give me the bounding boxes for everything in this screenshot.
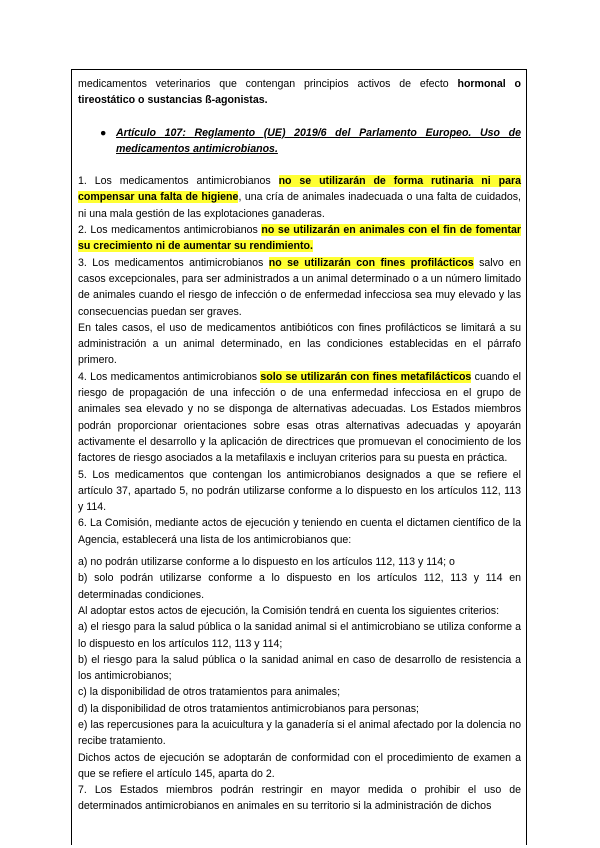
criterion-b: b) el riesgo para la salud pública o la sanidad animal en caso de desarrollo de resistencia a los antimicrobianos;	[78, 653, 521, 683]
document-body	[72, 70, 526, 815]
document-frame	[71, 69, 527, 845]
intro-bold-text: hormonal o tireostático o sustancias ß-agonistas.	[78, 78, 521, 107]
closing-paragraph: Dichos actos de ejecución se adoptarán de conformidad con el procedimiento de examen a que se refiere el artículo 145, aparta do 2.	[78, 751, 521, 780]
article-heading-text: Artículo 107: Reglamento (UE) 2019/6 del Parlamento Europeo. Uso de medicamentos antimicrobianos.	[116, 126, 521, 155]
paragraph-7: 7. Los Estados miembros podrán restringir en mayor medida o prohibir el uso de determinados antimicrobianos en animales en su territorio si la administración de dichos	[78, 784, 521, 813]
intro-text: medicamentos veterinarios que contengan principios activos de efecto	[78, 78, 458, 90]
paragraph-5: 5. Los medicamentos que contengan los antimicrobianos designados a que se refiere el artículo 37, apartado 5, no podrán utilizarse conforme a lo dispuesto en los artículos 112, 113 y 114.	[78, 468, 521, 514]
highlight-4: solo se utilizarán con fines metafilácticos	[260, 370, 472, 383]
bullet-icon: ●	[100, 126, 107, 139]
criteria-intro: Al adoptar estos actos de ejecución, la Comisión tendrá en cuenta los siguientes criterios:	[78, 604, 500, 617]
paragraph-2: 2. Los medicamentos antimicrobianos no se utilizarán en animales con el fin de fomentar su crecimiento ni de aumentar su rendimiento.	[78, 224, 521, 253]
paragraph-3: 3. Los medicamentos antimicrobianos no se utilizarán con fines profilácticos salvo en casos excepcionales, para ser administrados a un animal determinado o a un número limitado de animales cuando el riesgo de infección o de enfermedad infecciosa sea muy elevado y las consecuencias puedan ser graves.	[78, 256, 522, 318]
paragraph-4: 4. Los medicamentos antimicrobianos solo se utilizarán con fines metafilácticos cuando el riesgo de propagación de una infección o de una enfermedad infecciosa en el grupo de animales sea elevado y no se disponga de alternativas adecuadas. Los Estados miembros podrán proporcionar orientaciones sobre esas otras alternativas adecuadas y apoyarán activamente el desarrollo y la aplicación de directrices que promuevan el conocimiento de los factores de riesgo asociados a la metafilaxis e incluyan criterios para su puesta en práctica.	[78, 370, 522, 465]
criterion-a: a) el riesgo para la salud pública o la sanidad animal si el antimicrobiano se utiliza conforme a lo dispuesto en los artículos 112, 113 y 114;	[78, 621, 521, 650]
criterion-d: d) la disponibilidad de otros tratamientos antimicrobianos para personas;	[78, 702, 419, 715]
paragraph-3b: En tales casos, el uso de medicamentos antibióticos con fines profilácticos se limitará a su administración a un animal determinado, en las condiciones establecidas en el párrafo primero.	[78, 321, 521, 367]
criterion-e: e) las repercusiones para la acuicultura y la ganadería si el animal afectado por la dolencia no recibe tratamiento.	[78, 718, 521, 748]
highlight-1: no se utilizarán de forma rutinaria ni para compensar una falta de higiene	[78, 175, 521, 204]
intro-paragraph	[78, 76, 521, 109]
article-heading	[100, 125, 521, 158]
paragraph-6: 6. La Comisión, mediante actos de ejecución y teniendo en cuenta el dictamen científico de la Agencia, establecerá una lista de los antimicrobianos que:	[78, 517, 521, 546]
highlight-3: no se utilizarán con fines profilácticos	[268, 256, 474, 269]
list-item-b: b) solo podrán utilizarse conforme a lo dispuesto en los artículos 112, 113 y 114 en determinadas condiciones.	[78, 572, 521, 601]
highlight-2: no se utilizarán en animales con el fin de fomentar su crecimiento ni de aumentar su rendimiento.	[78, 224, 521, 253]
paragraph-1: 1. Los medicamentos antimicrobianos no se utilizarán de forma rutinaria ni para compensar una falta de higiene, una cría de animales inadecuada o una falta de cuidados, ni una mala gestión de las explotaciones ganaderas.	[78, 175, 522, 220]
criterion-c: c) la disponibilidad de otros tratamientos para animales;	[78, 686, 341, 699]
list-item-a: a) no podrán utilizarse conforme a lo dispuesto en los artículos 112, 113 y 114; o	[78, 556, 455, 569]
